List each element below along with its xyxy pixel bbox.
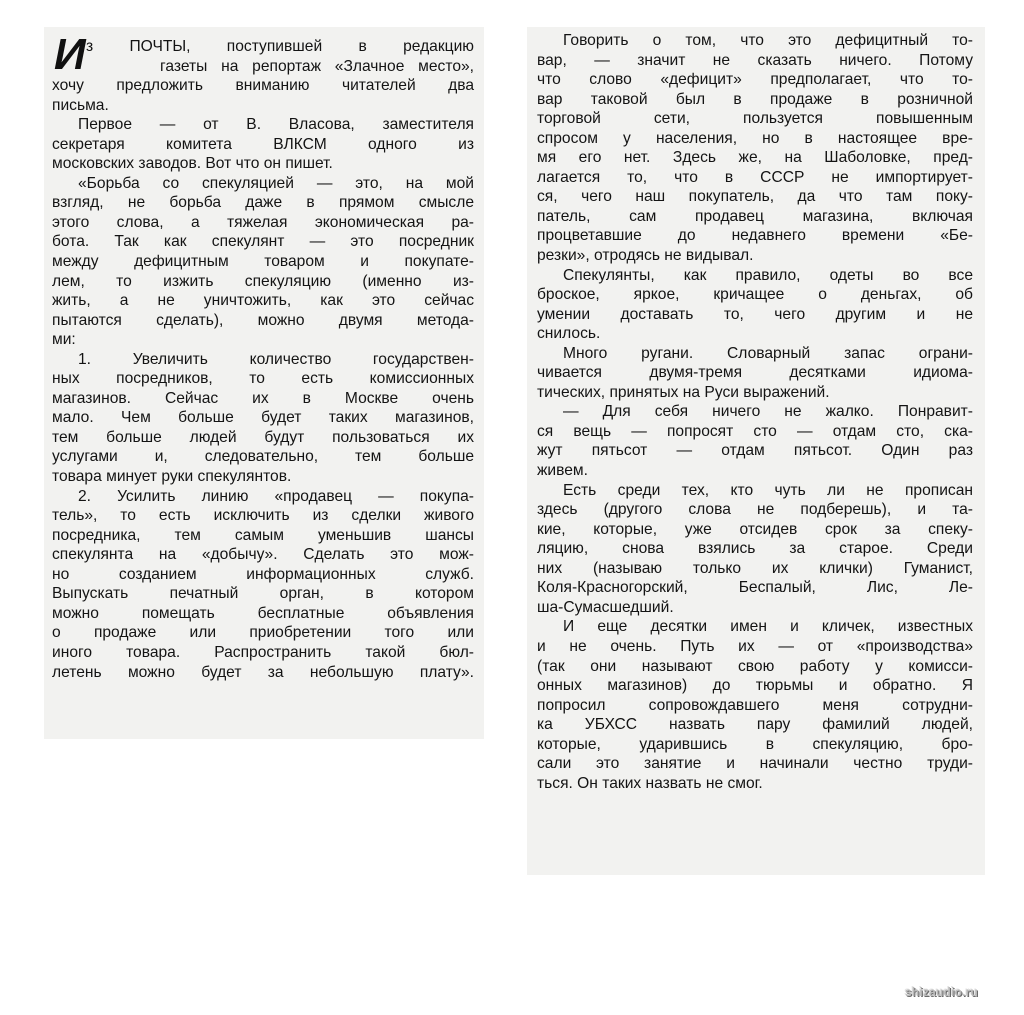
- text-line: (так они называют свою работу у комисси-: [537, 657, 973, 675]
- text-line: письма.: [52, 96, 109, 114]
- text-line: но созданием информационных служб.: [52, 565, 474, 583]
- text-line: «Борьба со спекуляцией — это, на мой: [78, 174, 474, 192]
- text-line: тем больше людей будут пользоваться их: [52, 428, 474, 446]
- text-line: Коля-Красногорский, Беспалый, Лис, Ле-: [537, 579, 973, 597]
- text-line: взгляд, не борьба даже в прямом смысле: [52, 194, 474, 212]
- text-line: вар, — значит не сказать ничего. Потому: [537, 51, 973, 69]
- text-line: резки», отродясь не видывал.: [537, 247, 754, 265]
- text-line: секретаря комитета ВЛКСМ одного из: [52, 135, 474, 153]
- text-line: Говорить о том, что это дефицитный то-: [563, 32, 973, 49]
- right-column: [527, 27, 985, 875]
- text-line: посредника, тем самым уменьшив шансы: [52, 526, 474, 544]
- text-line: 2. Усилить линию «продавец — покупа-: [78, 487, 474, 505]
- text-line: мало. Чем больше будет таких магазинов,: [52, 409, 474, 427]
- text-line: вар таковой был в продаже в розничной: [537, 90, 973, 108]
- text-line: товара минует руки спекулянтов.: [52, 468, 292, 486]
- drop-cap: И: [54, 30, 86, 79]
- text-line: лем, то изжить спекуляцию (именно из-: [52, 272, 474, 290]
- text-line: ных посредников, то есть комиссионных: [52, 370, 474, 388]
- text-line: московских заводов. Вот что он пишет.: [52, 155, 333, 173]
- text-line: 1. Увеличить количество государствен-: [78, 350, 474, 368]
- text-line: патель, сам продавец магазина, включая: [537, 207, 973, 225]
- text-line: онных магазинов) до тюрьмы и обратно. Я: [537, 677, 973, 695]
- left-column: [44, 27, 484, 739]
- text-line: ся вещь — попросят сто — отдам сто, ска-: [537, 422, 973, 440]
- text-line: и не очень. Путь их — от «производства»: [537, 637, 973, 655]
- text-line: тель», то есть исключить из сделки живого: [52, 507, 474, 525]
- text-line: торговой сети, пользуется повышенным: [537, 110, 973, 128]
- text-line: кие, которые, уже отсидев срок за спеку-: [537, 520, 973, 538]
- text-line: лагается то, что в СССР не импортирует-: [537, 168, 973, 186]
- text-line: иного товара. Распространить такой бюл-: [52, 643, 474, 661]
- text-line: И еще десятки имен и кличек, известных: [563, 618, 973, 636]
- text-line: услугами и, следовательно, тем больше: [52, 448, 474, 466]
- text-line: Спекулянты, как правило, одеты во все: [563, 266, 973, 284]
- text-line: спекулянта на «добычу». Сделать это мож-: [52, 546, 474, 564]
- text-line: о продаже или приобретении того или: [52, 624, 474, 642]
- text-line: ться. Он таких назвать не смог.: [537, 774, 763, 792]
- left-column-text: [52, 30, 474, 682]
- text-line: мя его нет. Здесь же, на Шаболовке, пред-: [537, 149, 973, 167]
- watermark: shizaudio.ru: [905, 985, 979, 999]
- text-line: ся, чего наш покупатель, да что там поку-: [537, 188, 973, 206]
- text-line: жить, а не уничтожить, как это сейчас: [52, 292, 474, 310]
- right-column-text: [537, 31, 973, 793]
- text-line: ляцию, снова взялись за старое. Среди: [537, 540, 973, 558]
- text-line: умении доставать то, чего другим и не: [537, 305, 973, 323]
- text-line: Есть среди тех, кто чуть ли не прописан: [563, 481, 973, 499]
- text-line: ка УБХСС назвать пару фамилий людей,: [537, 716, 973, 734]
- text-line: живем.: [537, 462, 588, 480]
- text-line: снилось.: [537, 325, 601, 343]
- text-line: газеты на репортаж «Злачное место»,: [160, 57, 474, 75]
- text-line: них (называю только их клички) Гуманист,: [537, 559, 973, 577]
- text-line: чивается двумя-тремя десятками идиома-: [537, 364, 973, 382]
- text-line: спросом у населения, но в настоящее вре-: [537, 129, 973, 147]
- text-line: летень можно будет за небольшую плату».: [52, 663, 474, 681]
- text-line: пытаются сделать), можно двумя метода-: [52, 311, 474, 329]
- text-line: что слово «дефицит» предполагает, что то-: [537, 71, 973, 89]
- text-line: — Для себя ничего не жалко. Понравит-: [563, 403, 973, 421]
- text-line: броское, яркое, кричащее о деньгах, об: [537, 286, 973, 304]
- text-line: тических, принятых на Руси выражений.: [537, 383, 830, 401]
- text-line: которые, ударившись в спекуляцию, бро-: [537, 735, 973, 753]
- text-line: з ПОЧТЫ, поступившей в редакцию: [86, 38, 474, 55]
- text-line: сали это занятие и начинали честно труди-: [537, 755, 973, 773]
- text-line: процветавшие до недавнего времени «Бе-: [537, 227, 973, 245]
- text-line: ми:: [52, 331, 76, 349]
- text-line: бота. Так как спекулянт — это посредник: [52, 233, 474, 251]
- text-line: хочу предложить вниманию читателей два: [52, 77, 474, 95]
- text-line: Много ругани. Словарный запас ограни-: [563, 344, 973, 362]
- text-line: между дефицитным товаром и покупате-: [52, 253, 474, 271]
- text-line: можно помещать бесплатные объявления: [52, 604, 474, 622]
- text-line: жут пятьсот — отдам пятьсот. Один раз: [537, 442, 973, 460]
- text-line: здесь (другого слова не подберешь), и та-: [537, 501, 973, 519]
- text-line: ша-Сумасшедший.: [537, 598, 674, 616]
- text-line: попросил сопровождавшего меня сотрудни-: [537, 696, 973, 714]
- text-line: Первое — от В. Власова, заместителя: [78, 116, 474, 134]
- text-line: Выпускать печатный орган, в котором: [52, 585, 474, 603]
- text-line: магазинов. Сейчас их в Москве очень: [52, 389, 474, 407]
- text-line: этого слова, а тяжелая экономическая ра-: [52, 213, 474, 231]
